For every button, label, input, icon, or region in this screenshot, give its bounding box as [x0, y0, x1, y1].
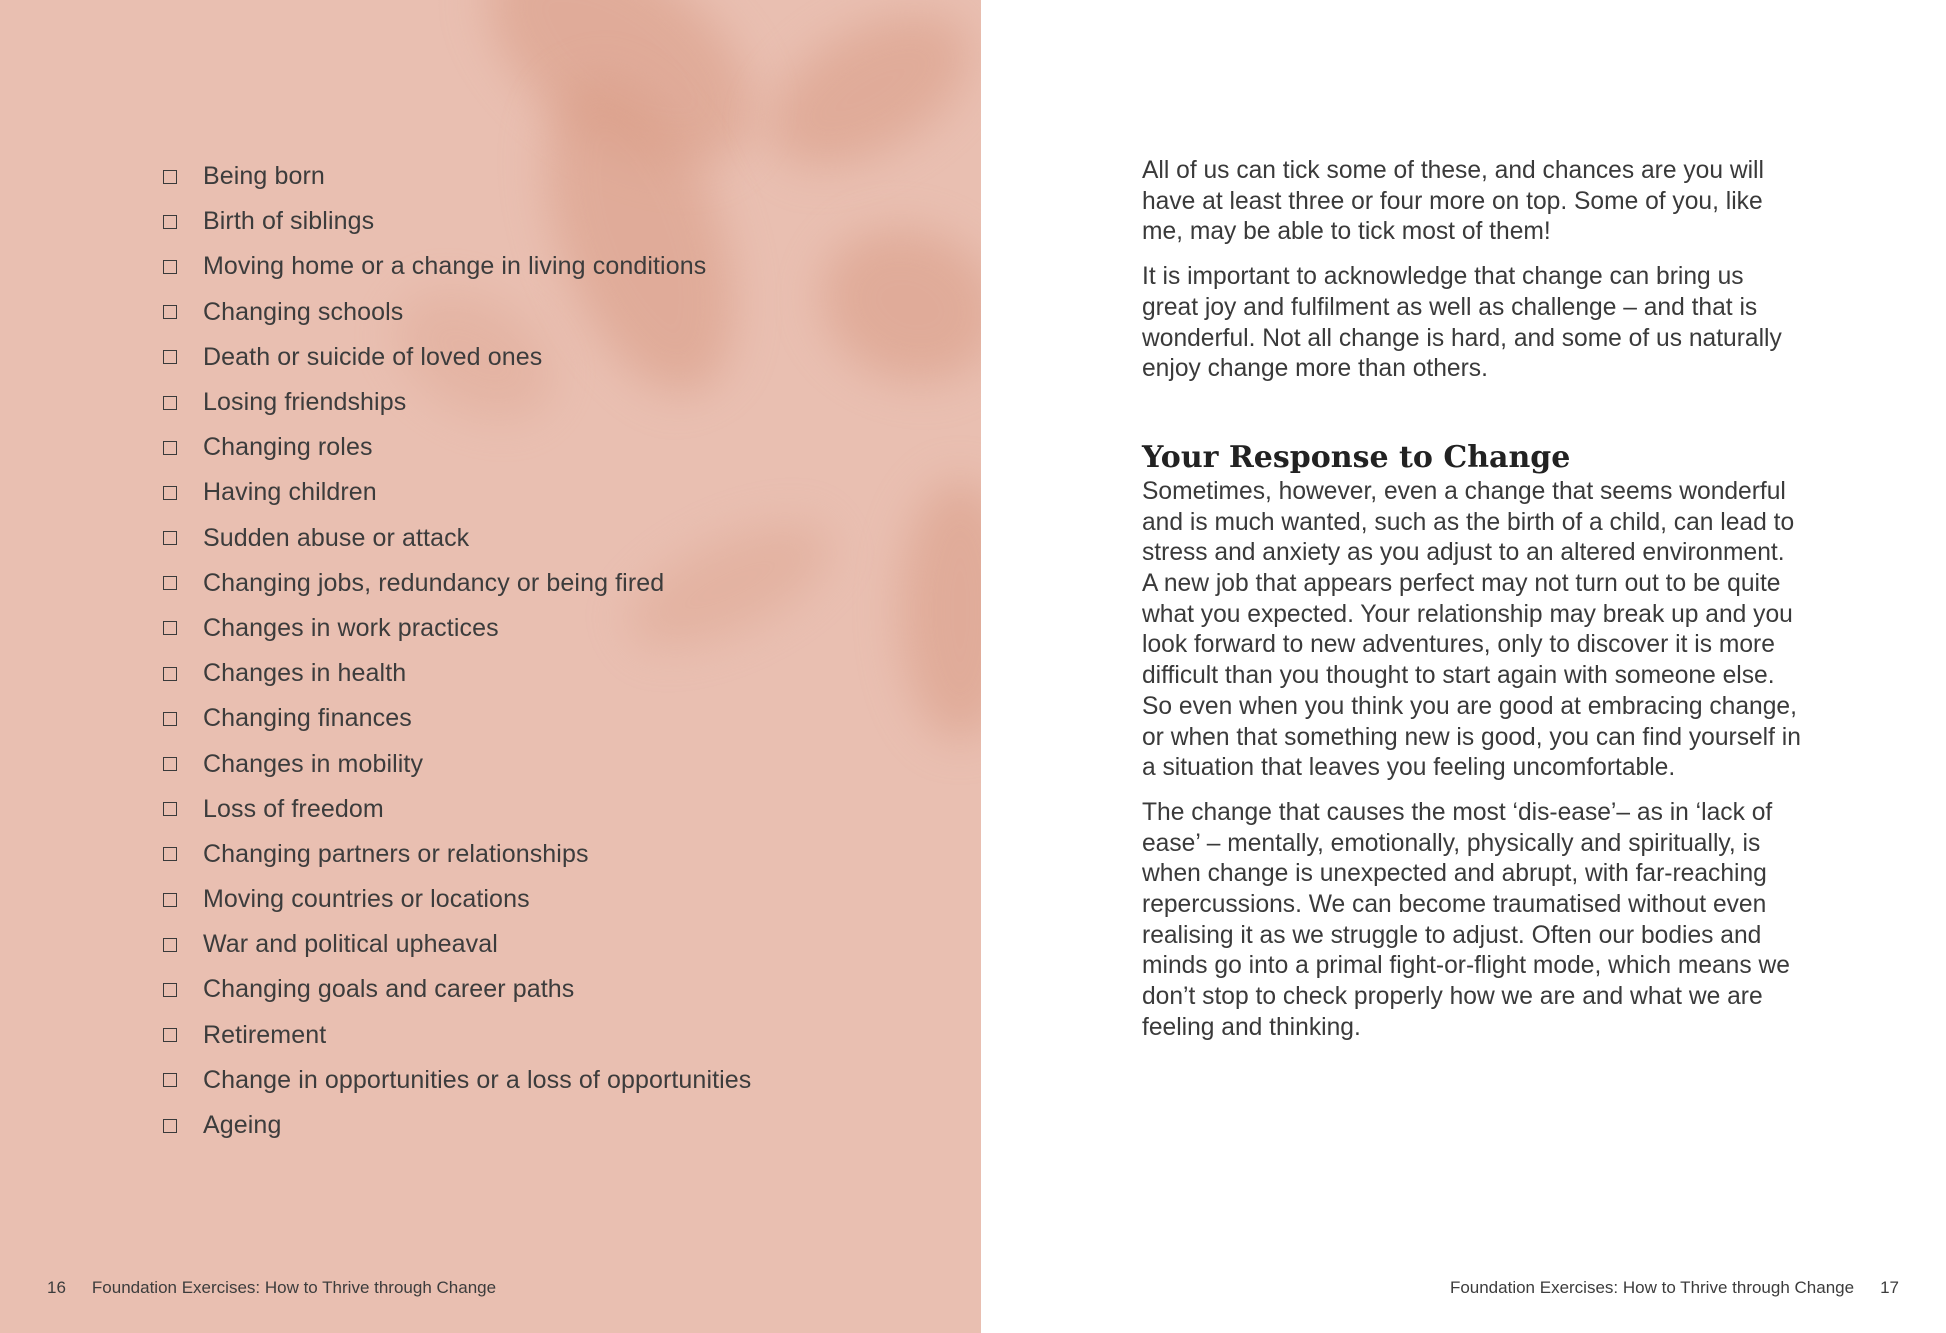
checklist-item-label: Ageing	[203, 1111, 282, 1140]
checkbox-icon[interactable]	[163, 305, 177, 319]
section-heading: Your Response to Change	[1142, 439, 1571, 475]
checklist-item-label: Changing roles	[203, 433, 373, 462]
checklist-item[interactable]	[163, 470, 751, 515]
page-number: 16	[47, 1278, 66, 1297]
checkbox-icon[interactable]	[163, 486, 177, 500]
checklist-item-label: Being born	[203, 162, 325, 191]
checkbox-icon[interactable]	[163, 396, 177, 410]
life-changes-checklist	[163, 154, 751, 1148]
checkbox-icon[interactable]	[163, 260, 177, 274]
checklist-item-label: Loss of freedom	[203, 794, 384, 823]
checklist-item[interactable]	[163, 380, 751, 425]
checklist-item-label: War and political upheaval	[203, 930, 498, 959]
checklist-item-label: Changing goals and career paths	[203, 975, 575, 1004]
checklist-item[interactable]	[163, 1058, 751, 1103]
checklist-item-label: Retirement	[203, 1020, 327, 1049]
body-paragraph: The change that causes the most ‘dis-ease’– as in ‘lack of ease’ – mentally, emotionally, physically and spiritually, is when change is unexpected and abrupt, with far-reaching repercussions. We can become traumatised without even realising it as we struggle to adjust. Often our bodies and minds go into a primal fight-or-flight mode, which means we don’t stop to check properly how we are and what we are feeling and thinking.	[1142, 798, 1790, 1041]
checkbox-icon[interactable]	[163, 757, 177, 771]
checklist-item[interactable]	[163, 425, 751, 470]
checklist-item[interactable]	[163, 335, 751, 380]
checklist-item[interactable]	[163, 832, 751, 877]
checkbox-icon[interactable]	[163, 667, 177, 681]
checklist-item[interactable]	[163, 244, 751, 289]
checklist-item-label: Moving countries or locations	[203, 885, 530, 914]
checklist-item-label: Having children	[203, 478, 377, 507]
checkbox-icon[interactable]	[163, 621, 177, 635]
checklist-item-label: Birth of siblings	[203, 207, 375, 236]
checklist-item[interactable]	[163, 1103, 751, 1148]
checklist-item-label: Changing finances	[203, 704, 412, 733]
checkbox-icon[interactable]	[163, 170, 177, 184]
checkbox-icon[interactable]	[163, 847, 177, 861]
checklist-item-label: Change in opportunities or a loss of opportunities	[203, 1065, 752, 1094]
checklist-item-label: Changing partners or relationships	[203, 839, 589, 868]
checkbox-icon[interactable]	[163, 215, 177, 229]
leaf-shadow	[900, 480, 981, 740]
checkbox-icon[interactable]	[163, 983, 177, 997]
checklist-item-label: Losing friendships	[203, 388, 407, 417]
checklist-item[interactable]	[163, 199, 751, 244]
leaf-shadow	[800, 204, 981, 407]
checklist-item-label: Changing jobs, redundancy or being fired	[203, 568, 665, 597]
running-footer: Foundation Exercises: How to Thrive through Change	[91, 1278, 497, 1297]
checklist-item-label: Changes in health	[203, 659, 407, 688]
checkbox-icon[interactable]	[163, 802, 177, 816]
page-number: 17	[1880, 1278, 1899, 1297]
checkbox-icon[interactable]	[163, 1028, 177, 1042]
checklist-item-label: Changes in mobility	[203, 749, 424, 778]
checklist-item[interactable]	[163, 154, 751, 199]
checkbox-icon[interactable]	[163, 350, 177, 364]
checklist-item[interactable]	[163, 651, 751, 696]
checklist-item[interactable]	[163, 606, 751, 651]
checkbox-icon[interactable]	[163, 441, 177, 455]
checklist-item-label: Sudden abuse or attack	[203, 523, 470, 552]
body-paragraph: It is important to acknowledge that change can bring us great joy and fulfilment as well as challenge – and that is wonderful. Not all change is hard, and some of us naturally enjoy change more than others.	[1142, 263, 1782, 383]
checklist-item[interactable]	[163, 741, 751, 786]
checklist-item[interactable]	[163, 561, 751, 606]
checkbox-icon[interactable]	[163, 531, 177, 545]
checkbox-icon[interactable]	[163, 938, 177, 952]
running-footer: Foundation Exercises: How to Thrive through Change	[1449, 1278, 1855, 1297]
checklist-item[interactable]	[163, 696, 751, 741]
checkbox-icon[interactable]	[163, 712, 177, 726]
checklist-item[interactable]	[163, 922, 751, 967]
checklist-item[interactable]	[163, 1013, 751, 1058]
checklist-item[interactable]	[163, 967, 751, 1012]
checklist-item-label: Changing schools	[203, 297, 404, 326]
body-paragraph: Sometimes, however, even a change that seems wonderful and is much wanted, such as the birth of a child, can lead to stress and anxiety as you adjust to an altered environment. A new job that appears perfect may not turn out to be quite what you expected. Your relationship may break up and you look forward to new adventures, only to discover it is more difficult than you thought to start again with someone else. So even when you think you are good at embracing change, or when that something new is good, you can find yourself in a situation that leaves you feeling uncomfortable.	[1142, 477, 1801, 782]
checklist-item-label: Changes in work practices	[203, 613, 499, 642]
checkbox-icon[interactable]	[163, 1119, 177, 1133]
checklist-item[interactable]	[163, 787, 751, 832]
right-page-text	[1142, 156, 1802, 1058]
checkbox-icon[interactable]	[163, 893, 177, 907]
leaf-shadow	[745, 0, 981, 197]
body-paragraph: All of us can tick some of these, and chances are you will have at least three or four more on top. Some of you, like me, may be able to tick most of them!	[1142, 157, 1764, 246]
checkbox-icon[interactable]	[163, 576, 177, 590]
checklist-item[interactable]	[163, 877, 751, 922]
checkbox-icon[interactable]	[163, 1073, 177, 1087]
checklist-item[interactable]	[163, 290, 751, 335]
checklist-item-label: Death or suicide of loved ones	[203, 342, 543, 371]
checklist-item-label: Moving home or a change in living conditions	[203, 252, 707, 281]
right-page-footer	[1450, 1278, 1899, 1298]
left-page-footer	[47, 1278, 496, 1298]
checklist-item[interactable]	[163, 516, 751, 561]
